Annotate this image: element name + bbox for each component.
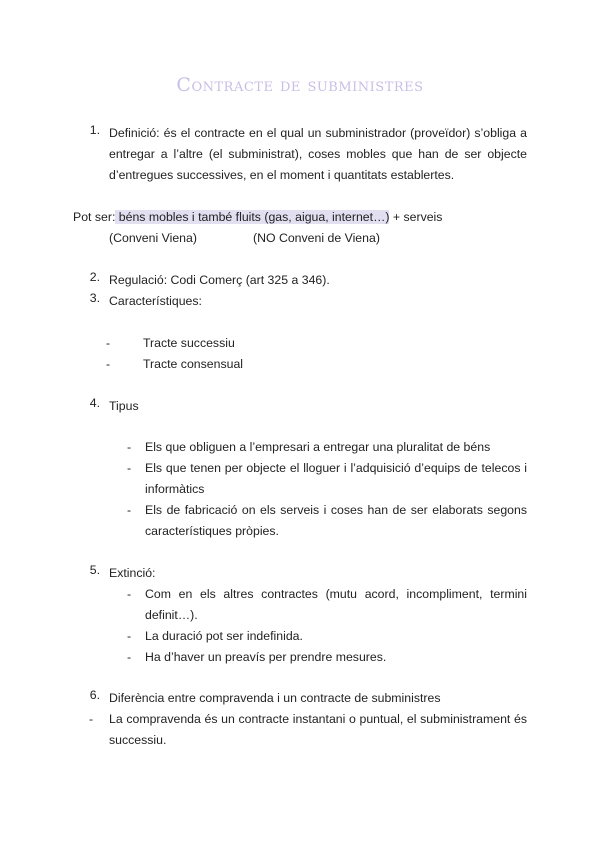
list-number: 3. (89, 291, 100, 305)
regulacio-text: Regulació: Codi Comerç (art 325 a 346). (109, 273, 330, 287)
list-item: La duració pot ser indefinida. (145, 629, 303, 643)
note-conveni-viena: (Conveni Viena) (109, 231, 197, 245)
list-number: 2. (89, 270, 100, 284)
bullet-dash: - (89, 712, 94, 726)
list-item: Com en els altres contractes (mutu acord, incompliment, termini definit…). (145, 587, 527, 622)
list-item: Tracte consensual (143, 357, 244, 371)
extincio-text: Extinció: (109, 566, 156, 580)
list-number: 4. (89, 396, 100, 410)
bullet-dash: - (127, 503, 132, 517)
bullet-dash: - (127, 461, 132, 475)
bullet-dash: - (106, 336, 111, 350)
list-item: Els que obliguen a l’empresari a entregar una pluralitat de béns (145, 440, 491, 454)
definition-text: Definició: és el contracte en el qual un subministrador (proveïdor) s’obliga a entregar a l’altre (el subministrat), coses mobles que han de ser objecte d’entregues successives, en el moment i quantitats establertes. (109, 126, 527, 182)
bullet-dash: - (106, 357, 111, 371)
pot-ser-line (73, 207, 442, 228)
note-no-conveni-viena: (NO Conveni de Viena) (253, 231, 380, 245)
list-item: Els de fabricació on els serveis i coses han de ser elaborats segons característiques pròpies. (145, 503, 527, 538)
list-number: 1. (89, 123, 100, 137)
document-title: Contracte de subministres (176, 74, 424, 96)
list-item: Ha d’haver un preavís per prendre mesures. (145, 650, 387, 664)
bullet-dash: - (127, 629, 132, 643)
pot-ser-rest: + serveis (389, 210, 443, 224)
tipus-text: Tipus (109, 399, 139, 413)
caracteristiques-text: Característiques: (109, 294, 202, 308)
bullet-dash: - (127, 650, 132, 664)
pot-ser-lead: Pot ser: (73, 210, 116, 224)
list-item: Els que tenen per objecte el lloguer i l’adquisició d’equips de telecos i informàtics (145, 461, 527, 496)
list-item: Tracte successiu (143, 336, 235, 350)
list-number: 5. (89, 563, 100, 577)
list-number: 6. (89, 688, 100, 702)
diferencia-text: Diferència entre compravenda i un contracte de subministres (109, 691, 441, 705)
list-item: La compravenda és un contracte instantani o puntual, el subministrament és successiu. (109, 712, 527, 747)
bullet-dash: - (127, 440, 132, 454)
bullet-dash: - (127, 587, 132, 601)
highlighted-text: béns mobles i també fluits (gas, aigua, internet…) (115, 210, 390, 224)
